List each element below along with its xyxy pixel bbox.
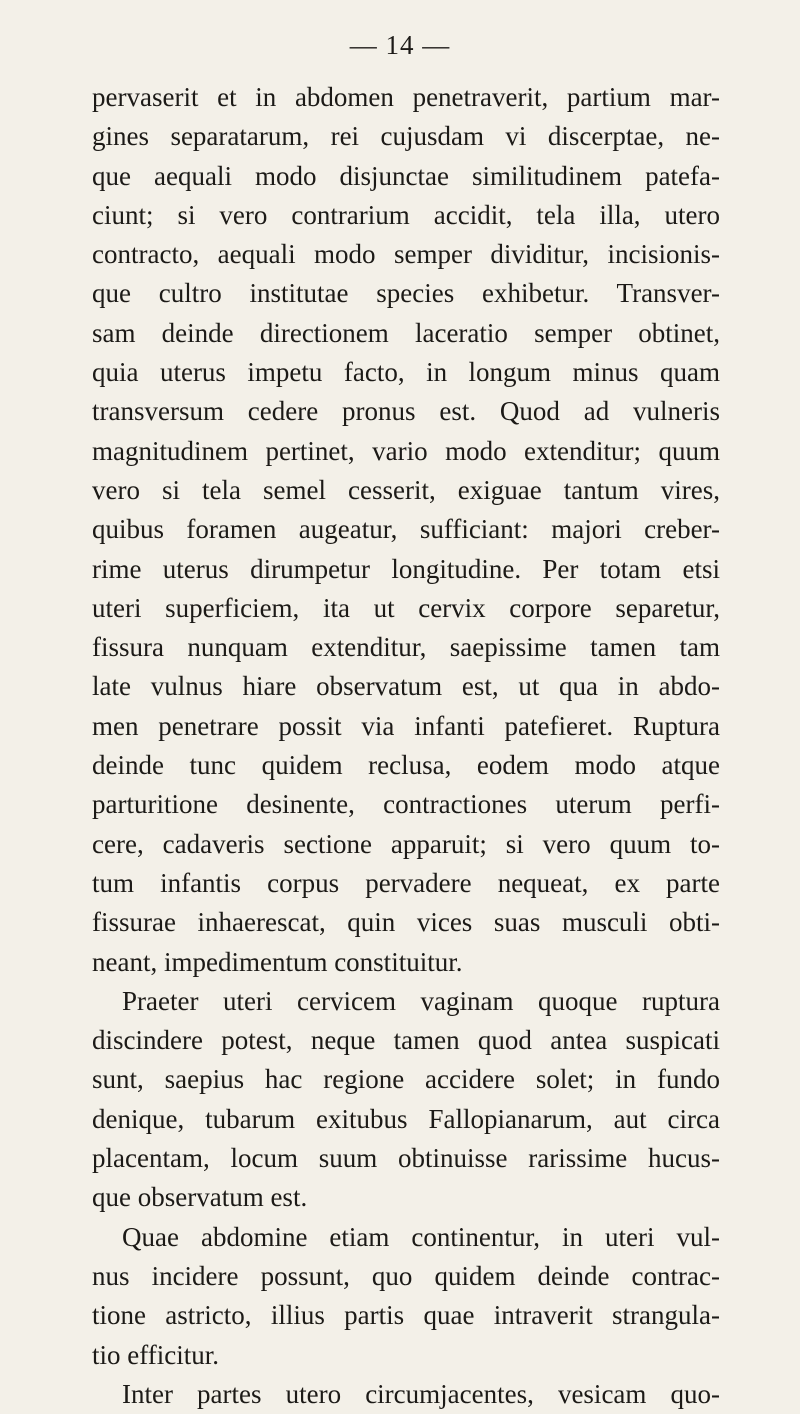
text-line: parturitione desinente, contractiones uterum perfi-: [92, 789, 720, 820]
text-line: placentam, locum suum obtinuisse rarissime hucus-: [92, 1143, 720, 1174]
text-line: neant, impedimentum constituitur.: [92, 946, 463, 977]
text-line: magnitudinem pertinet, vario modo extenditur; quum: [92, 435, 720, 466]
text-line: fissurae inhaerescat, quin vices suas musculi obti-: [92, 907, 720, 938]
text-line: tio efficitur.: [92, 1339, 219, 1370]
text-line: transversum cedere pronus est. Quod ad vulneris: [92, 396, 720, 427]
text-line: tione astricto, illius partis quae intraverit strangula-: [92, 1300, 720, 1331]
page-number-header: — 14 —: [349, 30, 451, 60]
text-line: nus incidere possunt, quo quidem deinde contrac-: [92, 1260, 720, 1291]
text-line: que observatum est.: [92, 1182, 308, 1213]
text-line: sunt, saepius hac regione accidere solet; in fundo: [92, 1064, 720, 1095]
text-line: denique, tubarum exitubus Fallopianarum, aut circa: [92, 1103, 720, 1134]
text-line: fissura nunquam extenditur, saepissime tamen tam: [92, 632, 720, 663]
text-line: deinde tunc quidem reclusa, eodem modo atque: [92, 750, 720, 781]
text-line: que aequali modo disjunctae similitudinem patefa-: [92, 160, 720, 191]
text-line: gines separatarum, rei cujusdam vi discerptae, ne-: [92, 121, 720, 152]
text-line: quibus foramen augeatur, sufficiant: majori creber-: [92, 514, 720, 545]
text-line: tum infantis corpus pervadere nequeat, ex parte: [92, 867, 720, 898]
text-line: uteri superficiem, ita ut cervix corpore separetur,: [92, 592, 720, 623]
text-line: quia uterus impetu facto, in longum minus quam: [92, 357, 720, 388]
text-line: ciunt; si vero contrarium accidit, tela illa, utero: [92, 199, 720, 230]
text-line: Quae abdomine etiam continentur, in uteri vul-: [122, 1221, 720, 1252]
text-line: Inter partes utero circumjacentes, vesicam quo-: [122, 1378, 720, 1409]
body-text: [92, 78, 720, 1414]
text-line: sam deinde directionem laceratio semper obtinet,: [92, 317, 720, 348]
text-line: cere, cadaveris sectione apparuit; si vero quum to-: [92, 828, 720, 859]
text-line: vero si tela semel cesserit, exiguae tantum vires,: [92, 474, 720, 505]
text-line: discindere potest, neque tamen quod antea suspicati: [92, 1025, 720, 1056]
text-line: que cultro institutae species exhibetur. Transver-: [92, 278, 720, 309]
text-line: men penetrare possit via infanti patefieret. Ruptura: [92, 710, 720, 741]
text-line: contracto, aequali modo semper dividitur, incisionis-: [92, 239, 720, 270]
text-line: late vulnus hiare observatum est, ut qua in abdo-: [92, 671, 720, 702]
text-line: pervaserit et in abdomen penetraverit, partium mar-: [92, 82, 720, 112]
text-line: Praeter uteri cervicem vaginam quoque ruptura: [122, 985, 720, 1016]
text-line: rime uterus dirumpetur longitudine. Per totam etsi: [92, 553, 720, 584]
